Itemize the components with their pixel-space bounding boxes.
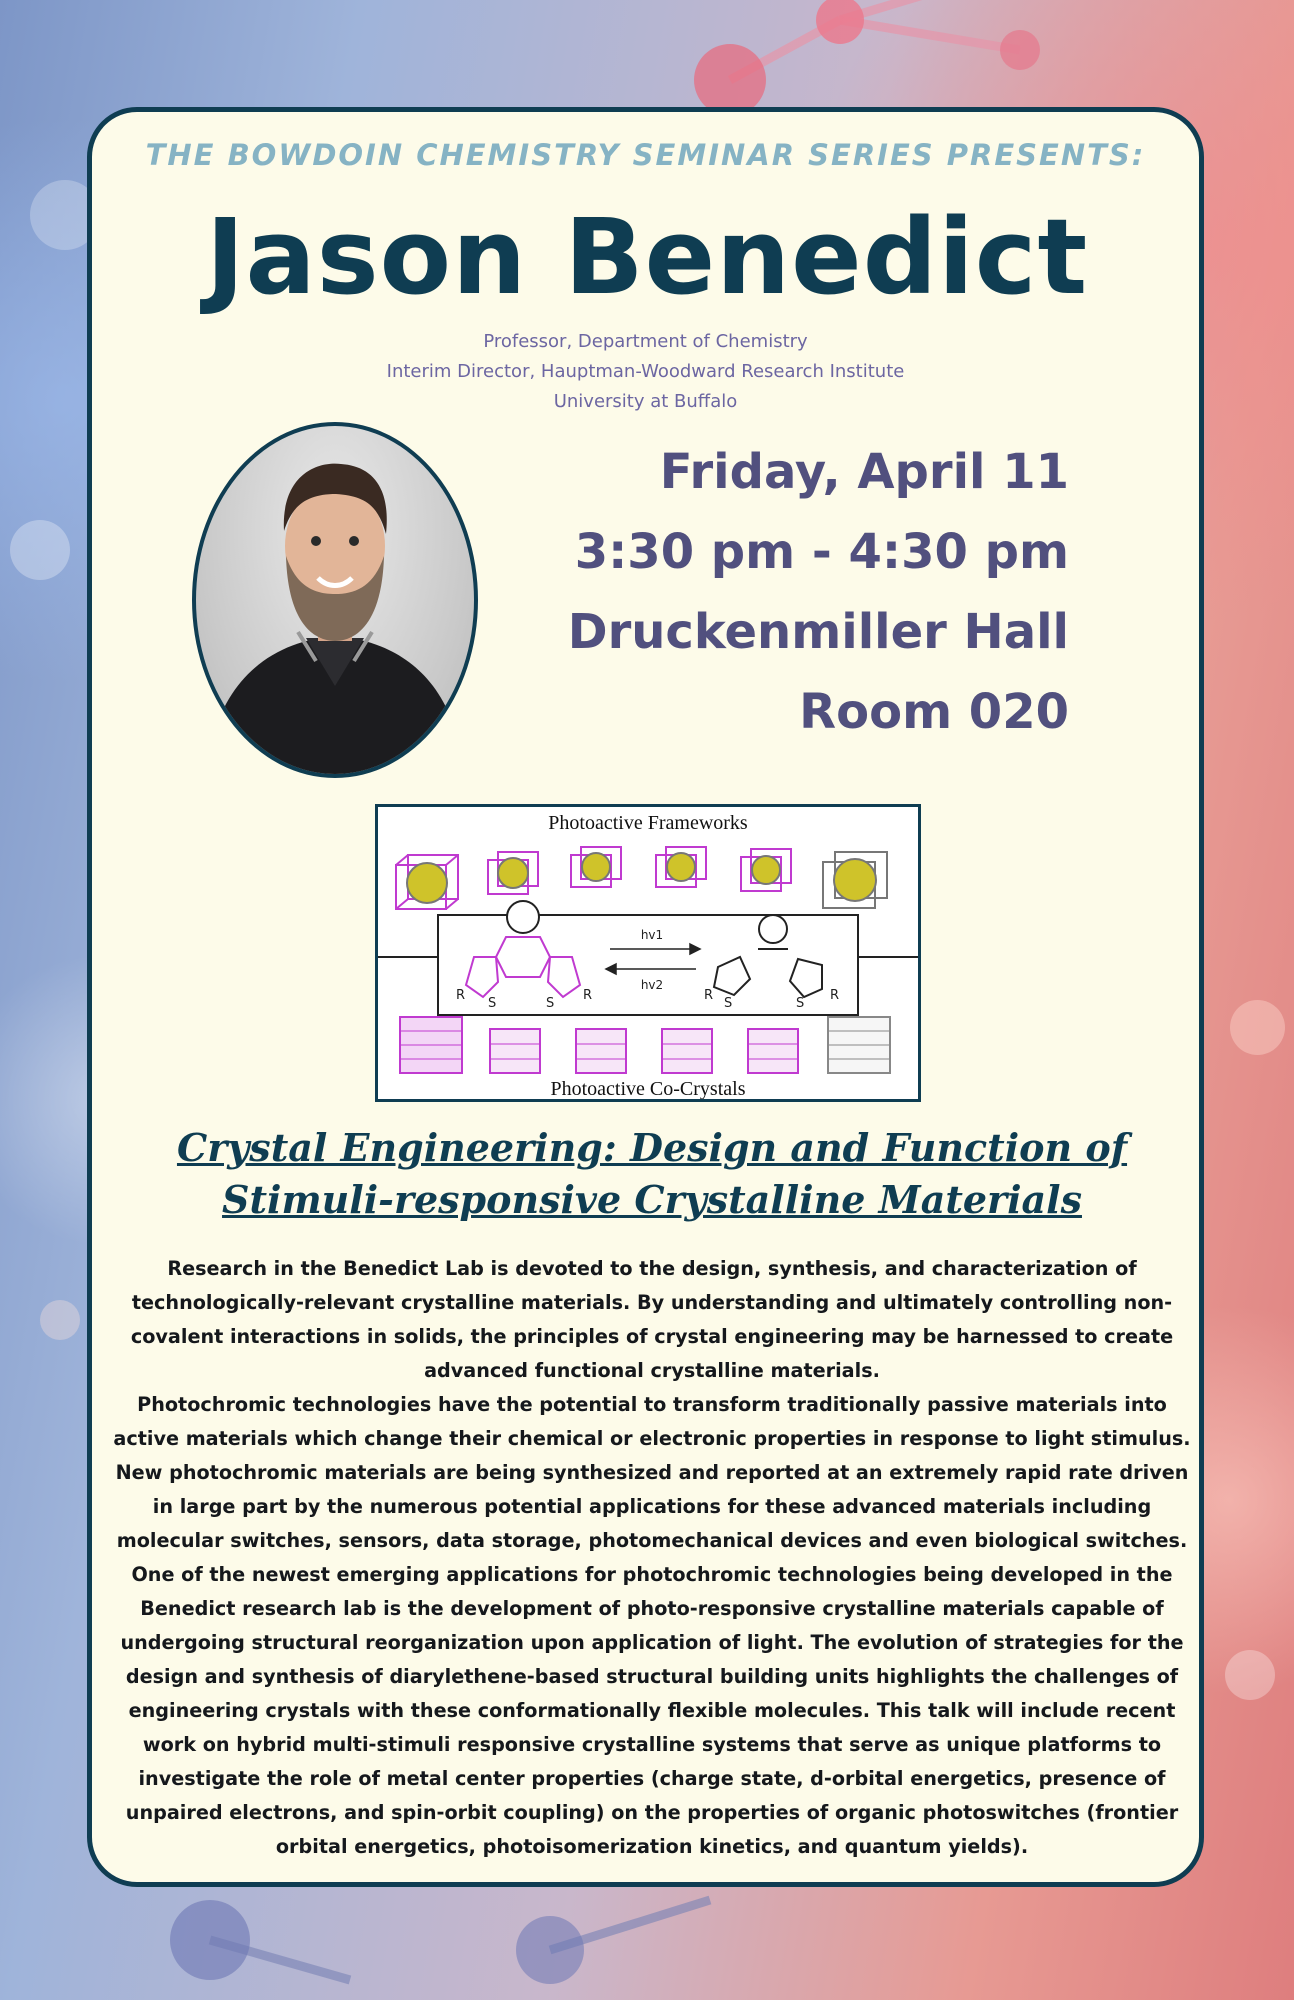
bokeh-light bbox=[10, 520, 70, 580]
molecule-decoration-bottom bbox=[150, 1880, 750, 2000]
arrow-label-hv2: hv2 bbox=[640, 978, 664, 992]
event-building: Druckenmiller Hall bbox=[567, 604, 1069, 660]
photoactive-materials-diagram bbox=[378, 807, 918, 1099]
bokeh-light bbox=[1230, 1000, 1285, 1055]
event-time: 3:30 pm - 4:30 pm bbox=[574, 524, 1069, 580]
group-label: R bbox=[704, 988, 714, 1003]
poster-card bbox=[87, 107, 1204, 1887]
event-date: Friday, April 11 bbox=[659, 444, 1069, 500]
group-label: R bbox=[830, 988, 840, 1003]
group-label: R bbox=[583, 988, 593, 1003]
figure-bottom-caption: Photoactive Co-Crystals bbox=[550, 1078, 746, 1099]
event-details bbox=[568, 432, 1069, 752]
abstract bbox=[112, 1252, 1192, 1864]
co-crystal-bricks bbox=[400, 1017, 890, 1073]
abstract-paragraph: Research in the Benedict Lab is devoted to the design, synthesis, and characterization of technologically-relevant crystalline materials. By understanding and ultimately controlling non-covalent interactions in solids, the principles of crystal engineering may be harnessed to create advanced functional crystalline materials. bbox=[130, 1257, 1174, 1382]
arrow-label-hv1: hv1 bbox=[640, 928, 664, 942]
seminar-series-heading: THE BOWDOIN CHEMISTRY SEMINAR SERIES PRESENTS: bbox=[145, 138, 1146, 172]
bokeh-light bbox=[1225, 1650, 1275, 1700]
framework-cubes bbox=[396, 847, 887, 909]
speaker-portrait-illustration bbox=[196, 426, 474, 774]
research-figure bbox=[375, 804, 921, 1102]
group-label: S bbox=[724, 996, 733, 1011]
molecule-decoration-top bbox=[640, 0, 1200, 110]
abstract-paragraph: One of the newest emerging applications for photochromic technologies being developed in the Benedict research lab is the development of photo-responsive crystalline materials capable of undergoing structural reorganization upon application of light. The evolution of strategies for the design and synthesis of diarylethene-based structural building units highlights the challenges of engineering crystals with these conformationally flexible molecules. This talk will include recent work on hybrid multi-stimuli responsive crystalline systems that serve as unique platforms to investigate the role of metal center properties (charge state, d-orbital energetics, presence of unpaired electrons, and spin-orbit coupling) on the properties of organic photoswitches (frontier orbital energetics, photoisomerization kinetics, and quantum yields). bbox=[120, 1563, 1184, 1858]
speaker-title-line: Interim Director, Hauptman-Woodward Research Institute bbox=[386, 361, 905, 382]
group-label: S bbox=[488, 996, 497, 1011]
event-room: Room 020 bbox=[799, 684, 1069, 740]
bokeh-light bbox=[40, 1300, 80, 1340]
speaker-photo bbox=[192, 422, 478, 778]
figure-top-caption: Photoactive Frameworks bbox=[548, 812, 748, 834]
speaker-titles bbox=[92, 327, 1199, 417]
speaker-title-line: University at Buffalo bbox=[553, 391, 738, 412]
group-label: S bbox=[546, 996, 555, 1011]
abstract-paragraph: Photochromic technologies have the potential to transform traditionally passive materials into active materials which change their chemical or electronic properties in response to light stimulus. New photochromic materials are being synthesized and reported at an extremely rapid rate driven in large part by the numerous potential applications for these advanced materials including molecular switches, sensors, data storage, photomechanical devices and even biological switches. bbox=[113, 1393, 1191, 1552]
speaker-name: Jason Benedict bbox=[205, 196, 1089, 318]
speaker-title-line: Professor, Department of Chemistry bbox=[483, 331, 808, 352]
group-label: R bbox=[456, 988, 466, 1003]
talk-title: Crystal Engineering: Design and Function of Stimuli-responsive Crystalline Materials bbox=[176, 1125, 1128, 1222]
group-label: S bbox=[796, 996, 805, 1011]
